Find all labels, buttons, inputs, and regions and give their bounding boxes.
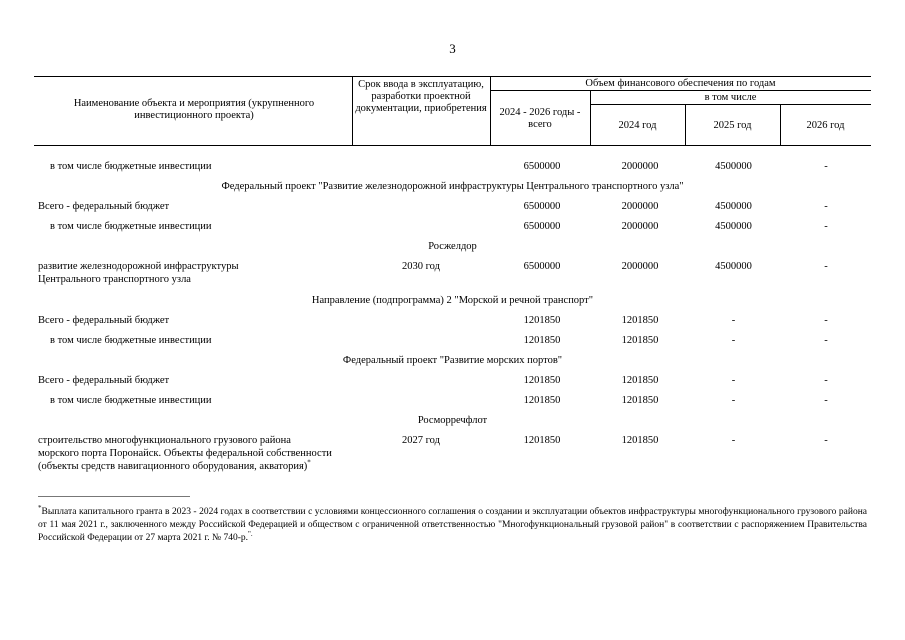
row-2025: 4500000 — [715, 261, 752, 272]
row-name: в том числе бюджетные инвестиции — [50, 395, 212, 406]
row-2026: - — [824, 161, 828, 172]
row-date: 2030 год — [402, 261, 440, 272]
header-funding: Объем финансового обеспечения по годам — [585, 78, 776, 89]
header-total: 2024 - 2026 годы - всего — [499, 107, 581, 130]
row-name-text: строительство многофункционального грузового района морского порта Поронайск. Объекты федеральной собственности (объекты средств навигационного оборудования, акватория) — [38, 435, 332, 472]
row-2025: - — [731, 395, 736, 406]
row-2024: 2000000 — [621, 221, 659, 232]
row-2026: - — [824, 221, 828, 232]
header-2025: 2025 год — [713, 120, 752, 131]
header-including-divider — [590, 104, 871, 105]
section-heading — [0, 294, 905, 307]
header-funding-divider — [490, 90, 871, 91]
table-header — [34, 76, 871, 146]
row-2026: - — [824, 261, 828, 272]
row-2025: 4500000 — [715, 201, 752, 212]
row-2025: - — [731, 335, 736, 346]
row-2025: 4500000 — [715, 221, 752, 232]
row-2025: - — [731, 315, 736, 326]
header-vline-1 — [352, 76, 353, 146]
row-date: 2027 год — [402, 435, 440, 446]
row-2024: 1201850 — [621, 335, 659, 346]
header-2024: 2024 год — [618, 120, 657, 131]
row-total: 6500000 — [523, 201, 561, 212]
row-2024: 1201850 — [621, 315, 659, 326]
section-heading — [0, 354, 905, 367]
section-title: Росжелдор — [428, 241, 477, 252]
row-2024: 1201850 — [621, 375, 659, 386]
row-name: развитие железнодорожной инфраструктуры Центрального транспортного узла — [38, 261, 239, 285]
footnote — [38, 503, 867, 545]
section-title: Федеральный проект "Развитие железнодорожной инфраструктуры Центрального транспортного узла" — [221, 181, 684, 192]
row-2026: - — [824, 201, 828, 212]
row-2024: 2000000 — [621, 261, 659, 272]
row-2025: 4500000 — [715, 161, 752, 172]
page-number: 3 — [449, 41, 456, 56]
section-heading — [0, 240, 905, 253]
row-2024: 1201850 — [621, 435, 659, 446]
footnote-marker: * — [38, 503, 42, 512]
header-name: Наименование объекта и мероприятия (укрупненного инвестиционного проекта) — [73, 98, 315, 121]
row-2025: - — [731, 375, 736, 386]
section-title: Росморречфлот — [417, 415, 488, 426]
row-total: 6500000 — [523, 261, 561, 272]
row-name: в том числе бюджетные инвестиции — [50, 335, 212, 346]
row-name: Всего - федеральный бюджет — [38, 201, 170, 212]
row-name: Всего - федеральный бюджет — [38, 315, 170, 326]
row-total: 1201850 — [523, 375, 561, 386]
header-date: Срок ввода в эксплуатацию, разработки проектной документации, приобретения — [355, 79, 487, 114]
footnote-closing: ". — [248, 529, 253, 538]
section-heading — [0, 180, 905, 193]
row-2025: - — [731, 435, 736, 446]
row-2026: - — [824, 395, 828, 406]
row-total: 6500000 — [523, 161, 561, 172]
header-2026: 2026 год — [806, 120, 845, 131]
row-2024: 1201850 — [621, 395, 659, 406]
row-2026: - — [824, 335, 828, 346]
footnote-text: Выплата капитального гранта в 2023 - 2024 годах в соответствии с условиями концессионного соглашения о создании и эксплуатации объектов инфраструктуры многофункционального грузового района от 11 мая 2021 г., заключенного между Российской Федерацией и обществом с ограниченной ответственностью "Многофункциональный грузовой район" в соответствии с распоряжением Правительства Российской Федерации от 27 марта 2021 г. № 740-р. — [38, 507, 867, 543]
header-top-border — [34, 76, 871, 77]
header-including: в том числе — [704, 92, 757, 103]
section-title: Направление (подпрограмма) 2 "Морской и речной транспорт" — [311, 295, 594, 306]
row-2024: 2000000 — [621, 201, 659, 212]
section-title: Федеральный проект "Развитие морских портов" — [342, 355, 563, 366]
row-2026: - — [824, 315, 828, 326]
row-name — [38, 434, 333, 473]
footnote-separator — [38, 496, 190, 497]
row-name: в том числе бюджетные инвестиции — [50, 221, 212, 232]
row-total: 1201850 — [523, 335, 561, 346]
row-2026: - — [824, 375, 828, 386]
row-name: в том числе бюджетные инвестиции — [50, 161, 212, 172]
row-total: 1201850 — [523, 395, 561, 406]
row-total: 6500000 — [523, 221, 561, 232]
row-2024: 2000000 — [621, 161, 659, 172]
row-2026: - — [824, 435, 828, 446]
row-total: 1201850 — [523, 315, 561, 326]
section-heading — [0, 414, 905, 427]
row-total: 1201850 — [523, 435, 561, 446]
row-name: Всего - федеральный бюджет — [38, 375, 170, 386]
footnote-ref: * — [307, 458, 311, 467]
header-bottom-border — [34, 145, 871, 146]
